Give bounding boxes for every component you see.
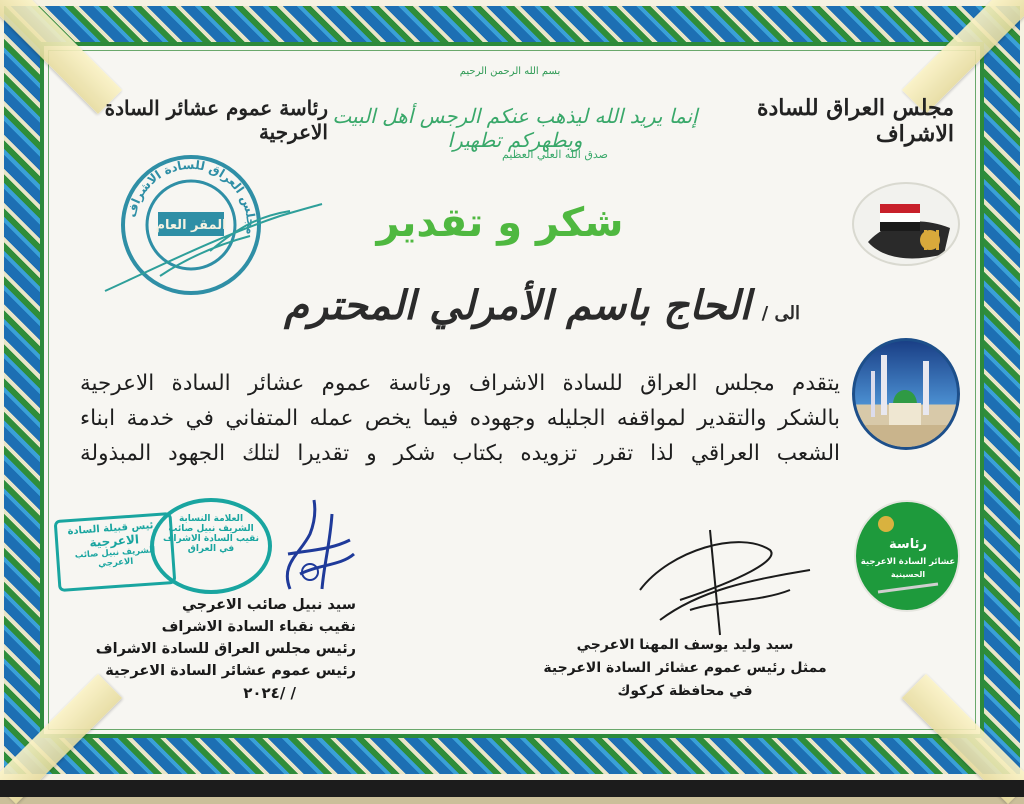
photo-bottom-strip — [0, 780, 1024, 797]
signatory-left-title: رئيس عموم عشائر السادة الاعرجية — [105, 663, 356, 679]
signatory-right — [540, 634, 830, 703]
signatory-left — [56, 594, 356, 704]
round-stamp-line1: العلامة النسابة — [178, 514, 244, 524]
rect-stamp-line1: رئيس قبيلة السادة — [67, 519, 160, 538]
council-name-header: مجلس العراق للسادة الاشراف — [756, 95, 954, 147]
verse-closing: صدق الله العلي العظيم — [502, 148, 608, 161]
recipient-prefix: الى / — [761, 303, 800, 324]
round-stamp-line3: نقيب السادة الاشراف — [162, 534, 260, 544]
certificate-date: / /٢٠٢٤ — [243, 684, 296, 702]
signatory-left-title: نقيب نقباء السادة الاشراف — [161, 619, 356, 635]
emblem-line1: رئاسة — [889, 537, 927, 552]
iraq-flag-emblem — [852, 182, 960, 266]
round-stamp-line4: في العراق — [187, 544, 235, 554]
quran-verse: إنما يريد الله ليذهب عنكم الرجس أهل البيت ويطهركم تطهيرا — [332, 104, 698, 152]
mosque-emblem — [852, 338, 960, 450]
stamp-ring-text: مجلس العراق للسادة الاشراف — [124, 157, 259, 236]
rect-stamp-line2: الاعرجية — [89, 532, 140, 550]
body-line: يتقدم مجلس العراق للسادة الاشراف ورئاسة عموم عشائر السادة الاعرجية — [80, 371, 840, 396]
certificate-body — [80, 366, 840, 471]
stamp-center-text: المقر العام — [155, 218, 227, 233]
recipient-name: الحاج باسم الأمرلي المحترم — [284, 282, 751, 329]
tribes-presidency-emblem — [854, 500, 960, 612]
top-signature-scribble — [100, 196, 330, 296]
recipient-line — [180, 282, 800, 329]
signatory-left-name: سيد نبيل صائب الاعرجي — [182, 597, 356, 613]
certificate-title: شكر و تقدير — [376, 200, 624, 246]
signatory-right-title: ممثل رئيس عموم عشائر السادة الاعرجية — [543, 660, 827, 676]
signatory-right-name: سيد وليد يوسف المهنا الاعرجي — [576, 637, 794, 653]
tughra-seal-icon — [270, 494, 360, 594]
body-line: بالشكر والتقدير لمواقفه الجليله وجهوده فيما يخص عمله المتفاني في خدمة ابناء — [80, 406, 840, 431]
round-stamp-line2: الشريف نبيل صائب — [168, 524, 254, 534]
signatory-left-title: رئيس مجلس العراق للسادة الاشراف — [95, 641, 356, 657]
right-signature-scribble — [620, 520, 820, 640]
emblem-line3: الحسينية — [890, 570, 926, 579]
rect-stamp-line3: الشريف نبيل صائب الاعرجي — [74, 545, 156, 570]
signatory-right-title: في محافظة كركوك — [617, 683, 753, 699]
naqib-round-stamp — [150, 498, 272, 594]
basmala: بسم الله الرحمن الرحيم — [459, 66, 561, 77]
body-line: الشعب العراقي لذا تقرر تزويده بكتاب شكر و تقديرا لتلك الجهود المبذولة — [80, 441, 840, 466]
presidency-name-header: رئاسة عموم عشائر السادة الاعرجية — [104, 96, 328, 144]
emblem-line2: عشائر السادة الاعرجية — [860, 557, 956, 567]
